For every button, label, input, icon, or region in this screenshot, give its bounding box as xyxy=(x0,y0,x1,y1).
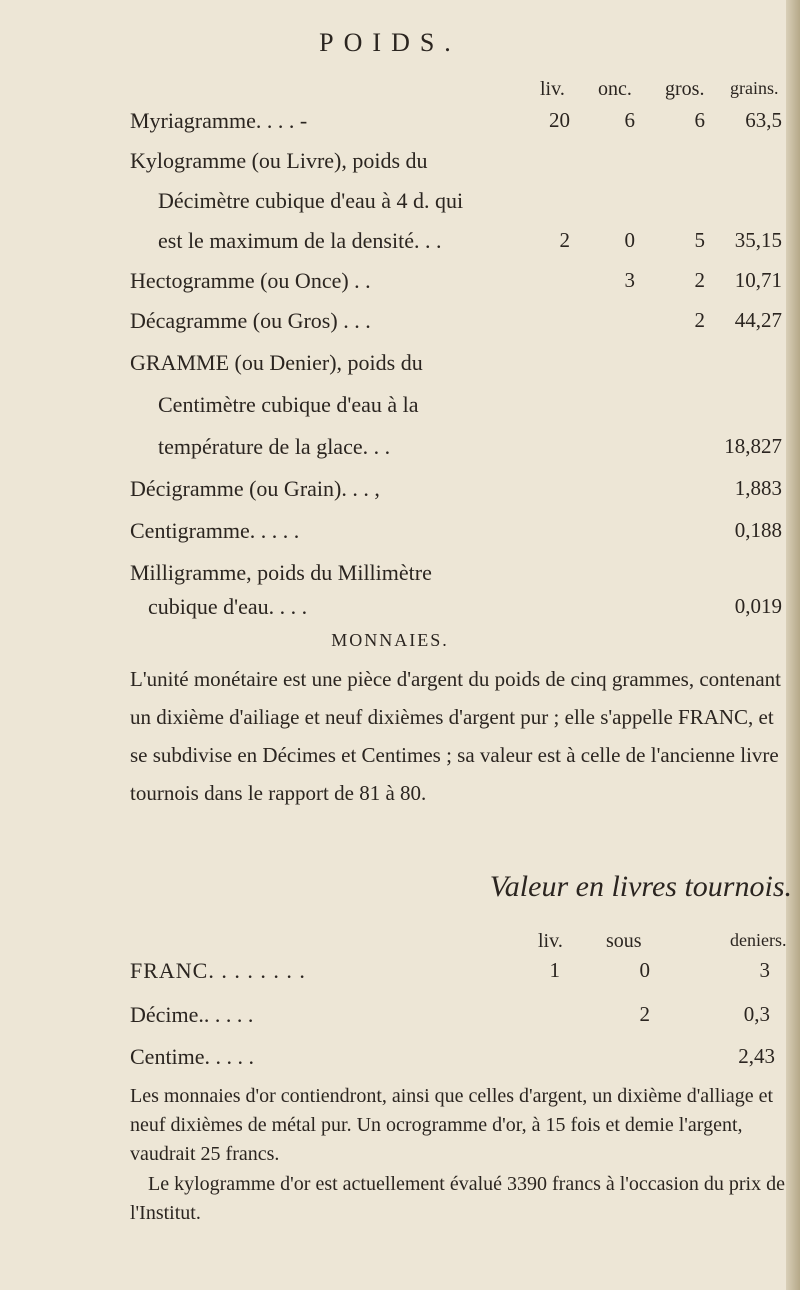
val-gros: 5 xyxy=(694,228,705,252)
weight-label: cubique d'eau. . . . xyxy=(148,594,308,619)
col-deniers: deniers. xyxy=(730,930,787,950)
weight-label: Centigramme. . . . . xyxy=(130,518,300,543)
valeur-label: Décime.. . . . . xyxy=(130,1002,254,1027)
val-grains: 63,5 xyxy=(745,108,782,132)
weight-row xyxy=(0,560,790,598)
weight-label: Centimètre cubique d'eau à la xyxy=(158,392,419,417)
val-grains: 1,883 xyxy=(734,476,782,500)
weight-row xyxy=(0,148,790,186)
weight-label: Myriagramme. . . . - xyxy=(130,108,308,133)
weight-row xyxy=(0,476,790,514)
val-deniers: 0,3 xyxy=(743,1002,770,1026)
val-deniers: 2,43 xyxy=(738,1044,775,1068)
monnaies-title: MONNAIES. xyxy=(331,630,449,650)
col-gros: gros. xyxy=(665,78,705,100)
col-onc: onc. xyxy=(598,78,632,100)
val-deniers: 3 xyxy=(759,958,770,982)
weight-row xyxy=(0,350,790,388)
val-onc: 0 xyxy=(624,228,635,252)
weight-row xyxy=(0,108,790,146)
weight-label: est le maximum de la densité. . . xyxy=(158,228,442,253)
val-sous: 0 xyxy=(639,958,650,982)
weight-row xyxy=(0,188,790,226)
valeur-row xyxy=(0,1044,790,1082)
paragraph-2: Les monnaies d'or contiendront, ainsi que celles d'argent, un dixième d'alliage et neuf dixièmes de métal pur. Un ocrogramme d'or, à 15 fois et demie l'argent, vaudrait 25 francs. xyxy=(130,1085,774,1165)
weight-row xyxy=(0,594,790,632)
val-grains: 0,019 xyxy=(734,594,782,618)
valeur-label: FRANC. . . . . . . . xyxy=(130,958,306,983)
val-gros: 2 xyxy=(694,268,705,292)
col-sous: sous xyxy=(606,930,642,952)
val-grains: 0,188 xyxy=(734,518,782,542)
val-onc: 6 xyxy=(624,108,635,132)
val-sous: 2 xyxy=(639,1002,650,1026)
weight-label: température de la glace. . . xyxy=(158,434,391,459)
weight-row xyxy=(0,434,790,472)
col-grains: grains. xyxy=(730,78,779,98)
val-onc: 3 xyxy=(624,268,635,292)
val-gros: 6 xyxy=(694,108,705,132)
valeur-title: Valeur en livres tournois. xyxy=(489,870,792,903)
val-gros: 2 xyxy=(694,308,705,332)
valeur-row xyxy=(0,1002,790,1040)
val-grains: 10,71 xyxy=(734,268,782,292)
valeur-row xyxy=(0,958,790,996)
weight-row xyxy=(0,228,790,266)
weight-label: Décagramme (ou Gros) . . . xyxy=(130,308,371,333)
paragraph-3: Le kylogramme d'or est actuellement évalué 3390 francs à l'occasion du prix de l'Institut. xyxy=(130,1173,785,1224)
weight-label: Décigramme (ou Grain). . . , xyxy=(130,476,380,501)
weight-label: Hectogramme (ou Once) . . xyxy=(130,268,371,293)
valeur-label: Centime. . . . . xyxy=(130,1044,255,1069)
val-grains: 44,27 xyxy=(734,308,782,332)
weight-row xyxy=(0,268,790,306)
val-liv: 1 xyxy=(549,958,560,982)
weight-label: Milligramme, poids du Millimètre xyxy=(130,560,432,585)
weight-label: Kylogramme (ou Livre), poids du xyxy=(130,148,428,173)
weight-label: GRAMME (ou Denier), poids du xyxy=(130,350,423,375)
val-liv: 2 xyxy=(559,228,570,252)
val-liv: 20 xyxy=(549,108,570,132)
col-liv: liv. xyxy=(538,930,563,952)
val-grains: 35,15 xyxy=(734,228,782,252)
weight-row xyxy=(0,518,790,556)
page-header: POIDS. xyxy=(319,28,461,57)
weight-row xyxy=(0,392,790,430)
col-liv: liv. xyxy=(540,78,565,100)
weight-row xyxy=(0,308,790,346)
val-grains: 18,827 xyxy=(724,434,782,458)
weight-label: Décimètre cubique d'eau à 4 d. qui xyxy=(158,188,464,213)
monnaies-paragraph: L'unité monétaire est une pièce d'argent du poids de cinq grammes, contenant un dixième d'ailiage et neuf dixièmes d'argent pur ; elle s'appelle FRANC, et se subdivise en Décimes et Centimes ; sa valeur est à celle de l'ancienne livre tournois dans le rapport de 81 à 80. xyxy=(130,667,781,805)
